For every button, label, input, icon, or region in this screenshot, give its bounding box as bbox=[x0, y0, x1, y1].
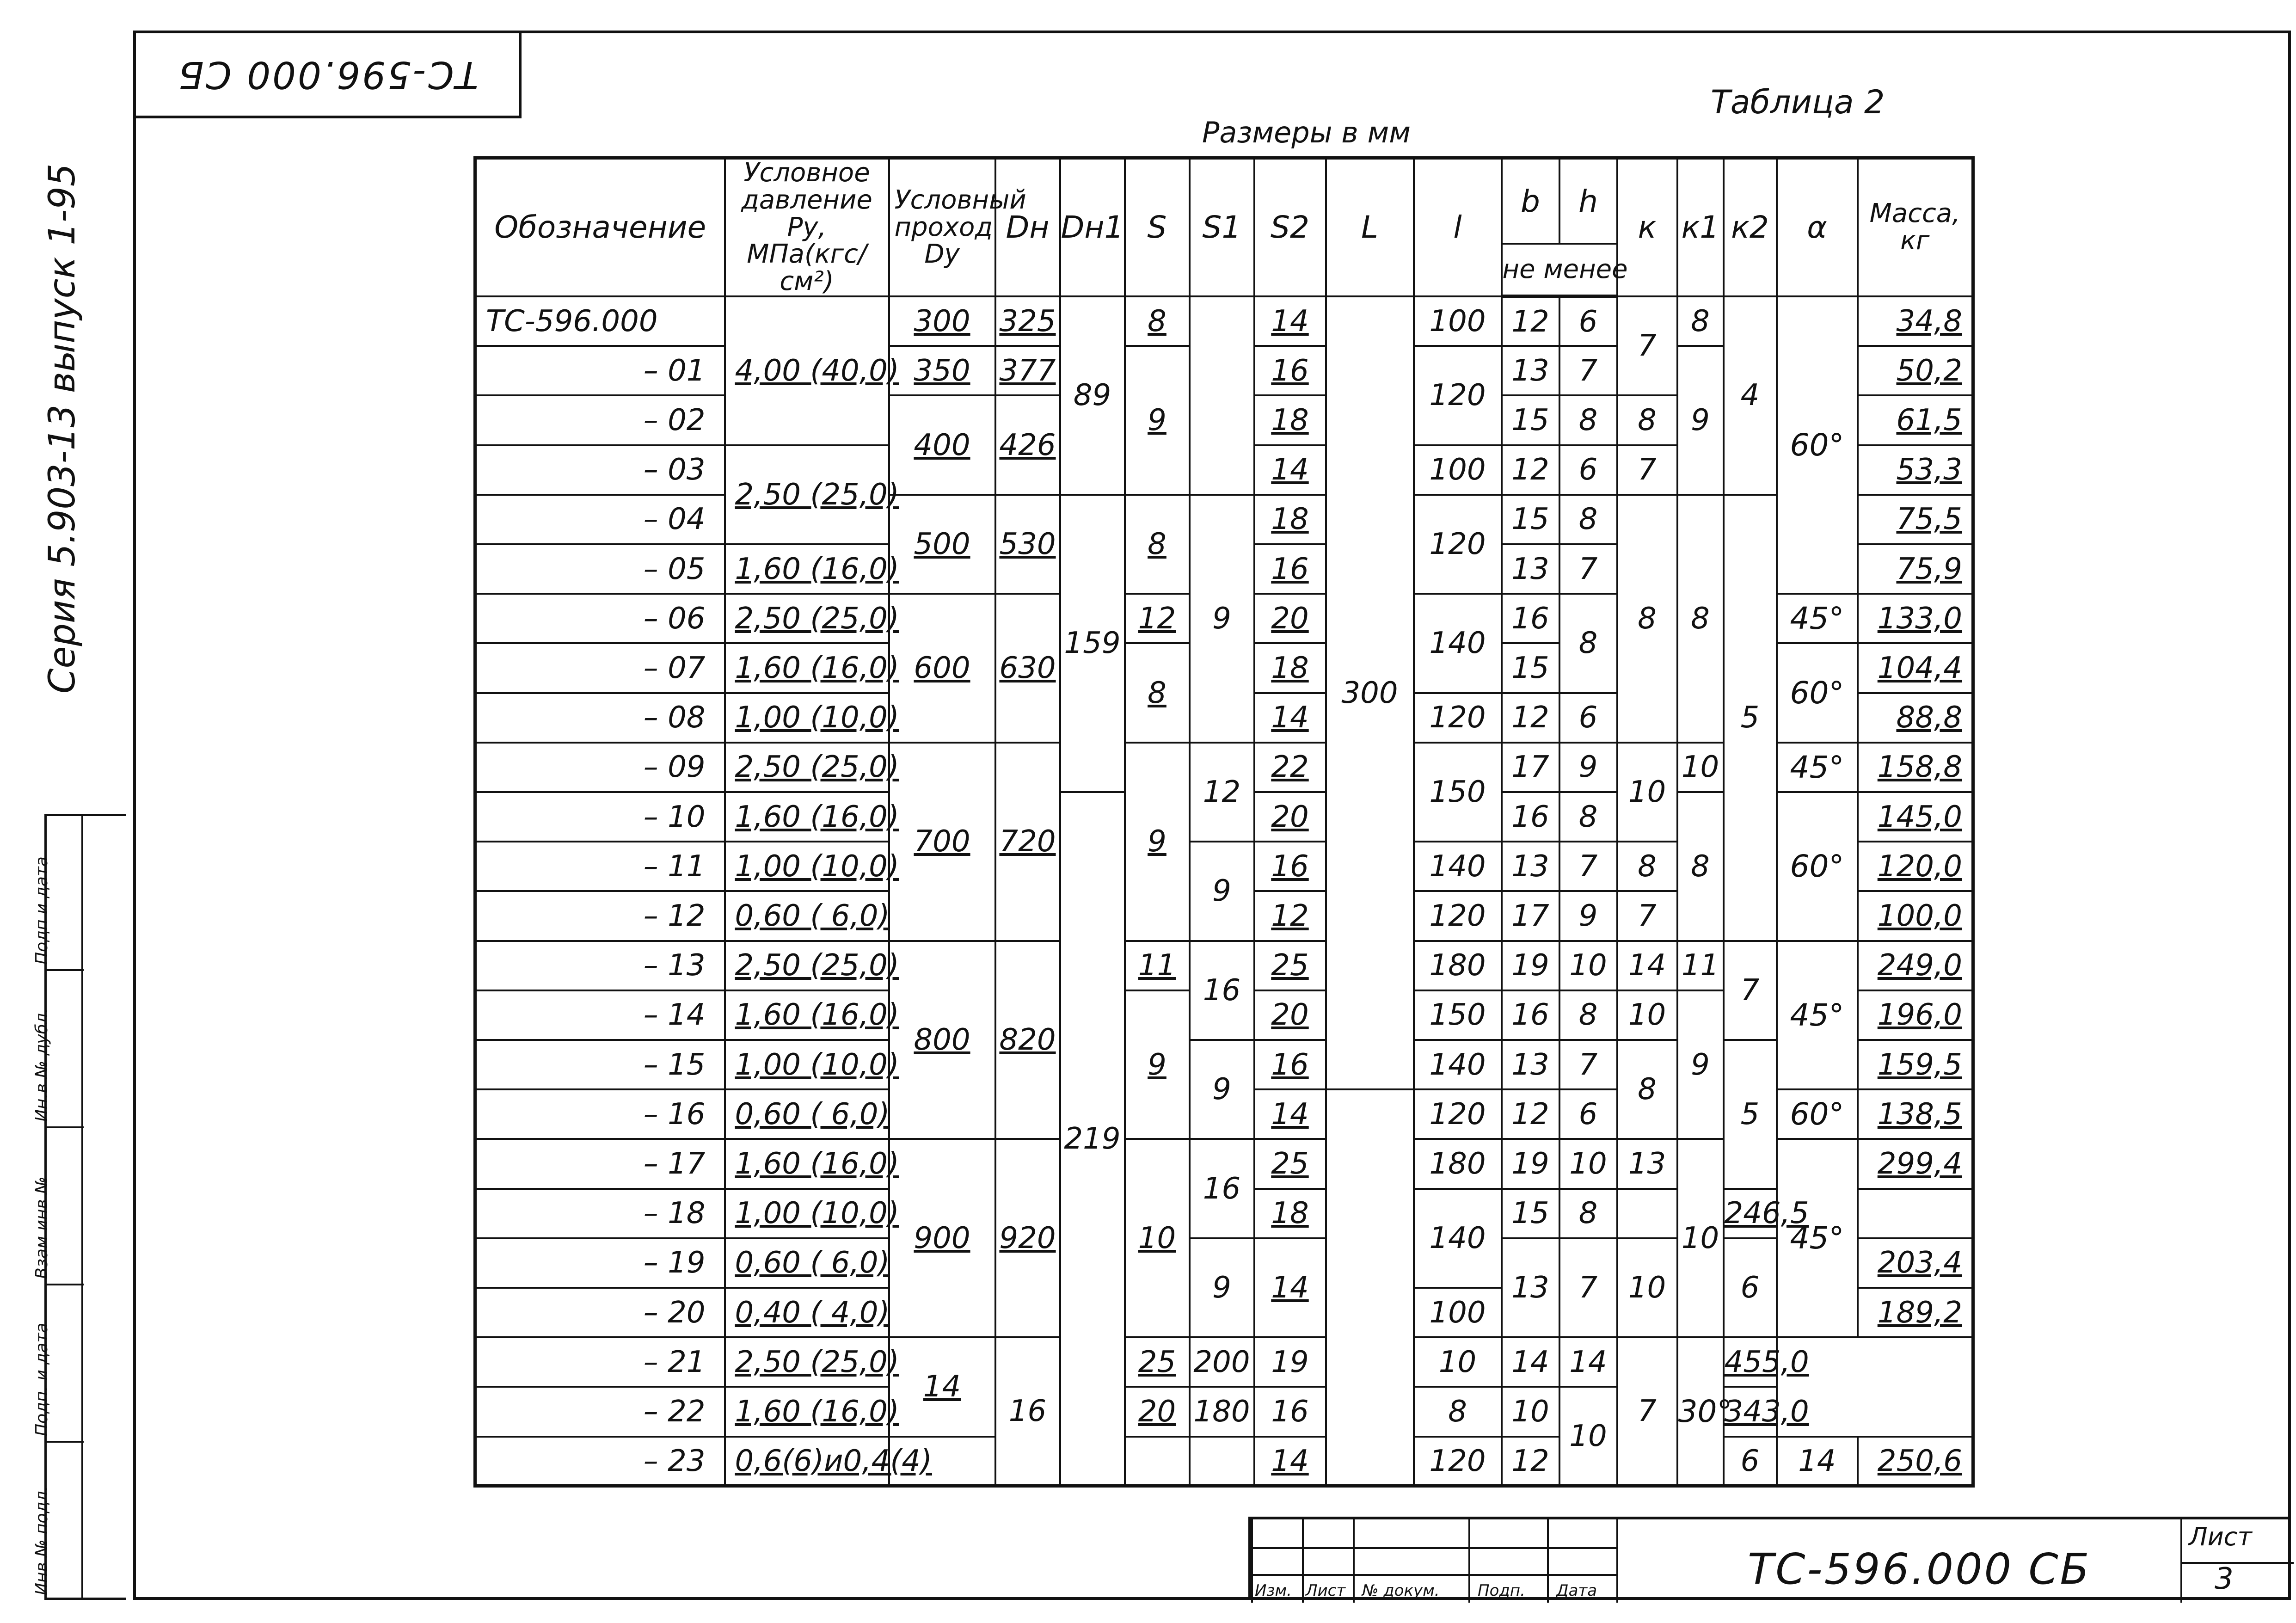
table-row bbox=[475, 1437, 1973, 1486]
cell-s1: 9 bbox=[1190, 842, 1254, 941]
cell-mass: 249,0 bbox=[1858, 941, 1973, 990]
cell-l: 100 bbox=[1414, 296, 1502, 346]
cell-b: 12 bbox=[1502, 1437, 1559, 1486]
table-title: Таблица 2 bbox=[1711, 83, 1885, 121]
header-L: L bbox=[1326, 158, 1414, 296]
cell-mass: 50,2 bbox=[1858, 346, 1973, 395]
cell-h: 10 bbox=[1559, 941, 1617, 990]
header-mass: Масса, кг bbox=[1858, 158, 1973, 296]
cell-b: 13 bbox=[1502, 1238, 1559, 1337]
side-cell-replace-inv: Взам инв № bbox=[47, 1128, 84, 1285]
table-row bbox=[475, 1238, 1973, 1288]
dimensions-caption: Размеры в мм bbox=[1202, 116, 1411, 149]
cell-mass: 455,0 bbox=[1724, 1337, 1777, 1387]
table-row bbox=[475, 296, 1973, 346]
cell-dn: 720 bbox=[995, 743, 1060, 941]
cell-k1: 9 bbox=[1677, 346, 1724, 495]
cell-mass: 196,0 bbox=[1858, 990, 1973, 1040]
cell-k2: 5 bbox=[1724, 495, 1777, 941]
cell-k: 7 bbox=[1617, 296, 1677, 395]
side-cell-dup-inv: Ин.в № дубл. bbox=[47, 971, 84, 1128]
cell-l: 140 bbox=[1414, 594, 1502, 693]
cell-h: 8 bbox=[1414, 1387, 1502, 1436]
cell-h: 6 bbox=[1559, 445, 1617, 495]
header-k1: к1 bbox=[1677, 158, 1724, 296]
cell-k1: 10 bbox=[1677, 1139, 1724, 1337]
cell-mass: 189,2 bbox=[1858, 1288, 1973, 1337]
cell-l: 100 bbox=[1414, 445, 1502, 495]
cell-mass: 246,5 bbox=[1724, 1189, 1777, 1238]
cell-designation: – 03 bbox=[475, 445, 725, 495]
cell-dy: 500 bbox=[889, 495, 995, 594]
cell-dn1: 219 bbox=[1060, 792, 1125, 1486]
cell-b: 16 bbox=[1254, 1387, 1326, 1436]
cell-mass: 34,8 bbox=[1858, 296, 1973, 346]
cell-h: 6 bbox=[1559, 1089, 1617, 1139]
cell-s: 9 bbox=[1125, 990, 1190, 1139]
cell-dy: 700 bbox=[889, 743, 995, 941]
cell-h: 7 bbox=[1559, 1040, 1617, 1089]
cell-designation: – 15 bbox=[475, 1040, 725, 1089]
cell-mass: 88,8 bbox=[1858, 693, 1973, 743]
cell-h: 9 bbox=[1559, 891, 1617, 941]
cell-h: 7 bbox=[1559, 346, 1617, 395]
cell-dn1: 159 bbox=[1060, 495, 1125, 792]
cell-k1: 8 bbox=[1677, 792, 1724, 941]
cell-h: 6 bbox=[1559, 296, 1617, 346]
cell-h: 9 bbox=[1559, 743, 1617, 792]
cell-s2: 16 bbox=[1254, 544, 1326, 594]
cell-l: 200 bbox=[1190, 1337, 1254, 1387]
cell-k1: 8 bbox=[1677, 495, 1724, 743]
cell-designation: ТС-596.000 bbox=[475, 296, 725, 346]
cell-designation: – 20 bbox=[475, 1288, 725, 1337]
side-cell-inv-original: Инв № подл. bbox=[32, 1486, 51, 1595]
cell-s bbox=[1190, 1437, 1254, 1486]
header-l: l bbox=[1414, 158, 1502, 296]
table-row bbox=[475, 1040, 1973, 1089]
cell-l: 180 bbox=[1414, 941, 1502, 990]
cell-h: 8 bbox=[1559, 495, 1617, 544]
cell-designation: – 06 bbox=[475, 594, 725, 643]
cell-l: 140 bbox=[1414, 1040, 1502, 1089]
side-cell-sign-date-2: Подп и дата bbox=[47, 814, 84, 971]
cell-pressure: 0,60 ( 6,0) bbox=[725, 1238, 889, 1288]
cell-b: 16 bbox=[1502, 594, 1559, 643]
cell-s: 9 bbox=[1125, 346, 1190, 495]
cell-k: 10 bbox=[1617, 990, 1677, 1040]
cell-pressure: 1,60 (16,0) bbox=[725, 643, 889, 693]
cell-h: 6 bbox=[1724, 1437, 1777, 1486]
cell-alpha: 60° bbox=[1777, 296, 1858, 594]
cell-l: 120 bbox=[1414, 891, 1502, 941]
cell-dy: 350 bbox=[889, 346, 995, 395]
cell-s2: 18 bbox=[1254, 495, 1326, 544]
series-label: Серия 5.903-13 выпуск 1-95 bbox=[42, 163, 83, 694]
sheet-label: Лист bbox=[2189, 1522, 2252, 1551]
document-code: ТС-596.000 СБ bbox=[1748, 1544, 2091, 1594]
cell-pressure: 0,40 ( 4,0) bbox=[725, 1288, 889, 1337]
cell-h: 8 bbox=[1559, 594, 1617, 693]
cell-mass: 138,5 bbox=[1858, 1089, 1973, 1139]
header-b: b bbox=[1502, 158, 1559, 244]
cell-k1: 8 bbox=[1677, 296, 1724, 346]
cell-designation: – 19 bbox=[475, 1238, 725, 1288]
cell-l: 120 bbox=[1414, 1089, 1502, 1139]
cell-k: 14 bbox=[1777, 1437, 1858, 1486]
cell-mass: 75,9 bbox=[1858, 544, 1973, 594]
cell-alpha: 45° bbox=[1777, 594, 1858, 643]
table-row bbox=[475, 495, 1973, 544]
cell-s: 10 bbox=[1125, 1139, 1190, 1337]
cell-s2: 25 bbox=[1125, 1337, 1190, 1387]
cell-b: 12 bbox=[1502, 693, 1559, 743]
cell-b: 15 bbox=[1502, 495, 1559, 544]
cell-k1: 10 bbox=[1559, 1387, 1617, 1486]
cell-k: 8 bbox=[1617, 395, 1677, 445]
cell-l: 120 bbox=[1414, 1437, 1502, 1486]
table-row bbox=[475, 1337, 1973, 1387]
cell-s: 11 bbox=[1125, 941, 1190, 990]
table-body bbox=[475, 296, 1973, 1486]
cell-l: 100 bbox=[1414, 1288, 1502, 1337]
cell-designation: – 18 bbox=[475, 1189, 725, 1238]
cell-dn: 530 bbox=[995, 495, 1060, 594]
top-left-stamp-text: ТС-596.000 СБ bbox=[176, 53, 479, 96]
tb-col-sign: Подп. bbox=[1478, 1581, 1525, 1600]
cell-dy: 400 bbox=[889, 395, 995, 494]
cell-dy: 800 bbox=[889, 941, 995, 1139]
cell-mass: 61,5 bbox=[1858, 395, 1973, 445]
cell-pressure: 2,50 (25,0) bbox=[725, 445, 889, 544]
cell-b: 13 bbox=[1502, 544, 1559, 594]
cell-pressure: 1,60 (16,0) bbox=[725, 1139, 889, 1188]
cell-designation: – 13 bbox=[475, 941, 725, 990]
cell-s2: 20 bbox=[1254, 792, 1326, 842]
cell-k: 13 bbox=[1617, 1139, 1677, 1188]
cell-designation: – 07 bbox=[475, 643, 725, 693]
cell-designation: – 08 bbox=[475, 693, 725, 743]
cell-k2: 5 bbox=[1724, 1040, 1777, 1189]
cell-b: 16 bbox=[1502, 792, 1559, 842]
cell-mass: 203,4 bbox=[1858, 1238, 1973, 1288]
cell-k: 7 bbox=[1617, 445, 1677, 495]
cell-s1: 9 bbox=[1190, 1040, 1254, 1139]
dimensions-table bbox=[473, 156, 1975, 1488]
tb-col-doc: № докум. bbox=[1362, 1581, 1440, 1600]
cell-alpha: 60° bbox=[1777, 792, 1858, 941]
cell-k bbox=[1617, 1189, 1677, 1238]
cell-l: 120 bbox=[1414, 346, 1502, 445]
header-alpha: α bbox=[1777, 158, 1858, 296]
cell-k: 14 bbox=[1617, 941, 1677, 990]
cell-mass: 104,4 bbox=[1858, 643, 1973, 693]
cell-s2: 12 bbox=[1254, 891, 1326, 941]
cell-s2: 14 bbox=[1254, 1089, 1326, 1139]
cell-dn bbox=[1125, 1437, 1190, 1486]
cell-designation: – 10 bbox=[475, 792, 725, 842]
cell-s2: 20 bbox=[1254, 990, 1326, 1040]
cell-alpha: 60° bbox=[1777, 1089, 1858, 1139]
cell-h: 8 bbox=[1559, 792, 1617, 842]
cell-s2: 18 bbox=[1254, 1189, 1326, 1238]
cell-dn: 920 bbox=[995, 1139, 1060, 1337]
cell-b: 15 bbox=[1502, 1189, 1559, 1238]
cell-s1: 12 bbox=[1190, 743, 1254, 842]
cell-s1: 9 bbox=[1190, 1238, 1254, 1337]
cell-mass: 75,5 bbox=[1858, 495, 1973, 544]
cell-pressure: 1,60 (16,0) bbox=[725, 792, 889, 842]
side-cell-sign-date: Подп. и дата bbox=[47, 1285, 84, 1443]
cell-h: 10 bbox=[1414, 1337, 1502, 1387]
cell-k1: 9 bbox=[1677, 990, 1724, 1139]
cell-pressure: 1,60 (16,0) bbox=[725, 1387, 889, 1436]
cell-mass: 343,0 bbox=[1724, 1387, 1777, 1436]
cell-pressure: 1,60 (16,0) bbox=[725, 544, 889, 594]
table-row bbox=[475, 1387, 1973, 1436]
cell-h: 7 bbox=[1559, 1238, 1617, 1337]
cell-b: 13 bbox=[1502, 842, 1559, 891]
cell-s2: 14 bbox=[1254, 296, 1326, 346]
cell-s: 8 bbox=[1125, 296, 1190, 346]
cell-l: 120 bbox=[1414, 693, 1502, 743]
cell-s2: 16 bbox=[1254, 1040, 1326, 1089]
cell-designation: – 01 bbox=[475, 346, 725, 395]
cell-s: 12 bbox=[1125, 594, 1190, 643]
cell-b: 19 bbox=[1502, 941, 1559, 990]
cell-mass: 159,5 bbox=[1858, 1040, 1973, 1089]
cell-b: 17 bbox=[1502, 743, 1559, 792]
cell-s1: 16 bbox=[1190, 941, 1254, 1040]
cell-L bbox=[1326, 1089, 1414, 1486]
cell-designation: – 09 bbox=[475, 743, 725, 792]
cell-h: 6 bbox=[1559, 693, 1617, 743]
cell-s1: 16 bbox=[1190, 1139, 1254, 1238]
header-designation: Обозначение bbox=[475, 158, 725, 296]
cell-h: 7 bbox=[1559, 544, 1617, 594]
cell-alpha: 45° bbox=[1777, 941, 1858, 1090]
side-stamp-column bbox=[32, 814, 133, 1600]
cell-designation: – 21 bbox=[475, 1337, 725, 1387]
cell-pressure: 0,60 ( 6,0) bbox=[725, 891, 889, 941]
cell-b: 13 bbox=[1502, 1040, 1559, 1089]
cell-b: 12 bbox=[1502, 445, 1559, 495]
header-dn1: Dн1 bbox=[1060, 158, 1125, 296]
cell-s2: 14 bbox=[1254, 693, 1326, 743]
cell-pressure: 1,00 (10,0) bbox=[725, 842, 889, 891]
cell-s2: 16 bbox=[1254, 346, 1326, 395]
cell-k: 8 bbox=[1617, 1040, 1677, 1139]
cell-s2: 20 bbox=[1254, 594, 1326, 643]
header-h: h bbox=[1559, 158, 1617, 244]
header-passage: Условный проход Dy bbox=[889, 158, 995, 296]
cell-mass: 145,0 bbox=[1858, 792, 1973, 842]
cell-dn: 820 bbox=[995, 941, 1060, 1139]
cell-pressure: 0,6(6)и0,4(4) bbox=[725, 1437, 889, 1486]
cell-s2: 14 bbox=[1254, 1437, 1326, 1486]
cell-dn: 325 bbox=[995, 296, 1060, 346]
cell-s: 9 bbox=[1125, 743, 1190, 941]
cell-s2: 18 bbox=[1254, 395, 1326, 445]
cell-designation: – 02 bbox=[475, 395, 725, 445]
cell-s2: 25 bbox=[1254, 1139, 1326, 1188]
cell-k: 10 bbox=[1617, 743, 1677, 842]
cell-s1: 16 bbox=[995, 1337, 1060, 1486]
cell-s2: 18 bbox=[1254, 643, 1326, 693]
cell-designation: – 11 bbox=[475, 842, 725, 891]
cell-pressure: 1,00 (10,0) bbox=[725, 1040, 889, 1089]
cell-l: 140 bbox=[1414, 842, 1502, 891]
cell-b: 15 bbox=[1502, 643, 1559, 693]
cell-k2: 6 bbox=[1724, 1238, 1777, 1337]
cell-alpha: 45° bbox=[1777, 1139, 1858, 1337]
cell-s2: 14 bbox=[1254, 1238, 1326, 1337]
cell-s: 8 bbox=[1125, 643, 1190, 742]
cell-dn: 630 bbox=[995, 594, 1060, 743]
top-left-stamp bbox=[133, 31, 522, 118]
cell-mass: 100,0 bbox=[1858, 891, 1973, 941]
cell-designation: – 05 bbox=[475, 544, 725, 594]
header-s2: S2 bbox=[1254, 158, 1326, 296]
cell-pressure: 2,50 (25,0) bbox=[725, 743, 889, 792]
cell-s: 14 bbox=[889, 1337, 995, 1436]
cell-pressure: 2,50 (25,0) bbox=[725, 594, 889, 643]
sheet-number: 3 bbox=[2215, 1562, 2234, 1596]
cell-l: 180 bbox=[1190, 1387, 1254, 1436]
cell-dn: 377 bbox=[995, 346, 1060, 395]
cell-s1: 9 bbox=[1190, 495, 1254, 743]
cell-k1: 14 bbox=[1559, 1337, 1617, 1387]
cell-designation: – 12 bbox=[475, 891, 725, 941]
cell-b: 16 bbox=[1502, 990, 1559, 1040]
cell-pressure: 2,50 (25,0) bbox=[725, 941, 889, 990]
header-k: к bbox=[1617, 158, 1677, 296]
cell-b: 13 bbox=[1502, 346, 1559, 395]
cell-dy: 900 bbox=[889, 1139, 995, 1337]
cell-pressure: 4,00 (40,0) bbox=[725, 296, 889, 445]
tb-col-sheet: Лист bbox=[1306, 1581, 1346, 1600]
cell-dn1: 89 bbox=[1060, 296, 1125, 495]
header-pressure: Условное давление Ру, МПа(кгс/см²) bbox=[725, 158, 889, 296]
cell-mass: 158,8 bbox=[1858, 743, 1973, 792]
cell-l: 140 bbox=[1414, 1189, 1502, 1288]
cell-s1 bbox=[1190, 296, 1254, 495]
cell-b: 12 bbox=[1502, 296, 1559, 346]
cell-k: 14 bbox=[1502, 1337, 1559, 1387]
cell-pressure: 0,60 ( 6,0) bbox=[725, 1089, 889, 1139]
header-s: S bbox=[1125, 158, 1190, 296]
cell-l: 150 bbox=[1414, 990, 1502, 1040]
cell-h: 10 bbox=[1559, 1139, 1617, 1188]
cell-h: 8 bbox=[1559, 990, 1617, 1040]
cell-s2: 20 bbox=[1125, 1387, 1190, 1436]
cell-s2: 25 bbox=[1254, 941, 1326, 990]
table-row bbox=[475, 941, 1973, 990]
cell-k: 8 bbox=[1617, 842, 1677, 891]
cell-designation: – 23 bbox=[475, 1437, 725, 1486]
cell-b: 12 bbox=[1502, 1089, 1559, 1139]
cell-pressure: 1,00 (10,0) bbox=[725, 693, 889, 743]
cell-designation: – 17 bbox=[475, 1139, 725, 1188]
cell-dy: 600 bbox=[889, 594, 995, 743]
cell-alpha: 60° bbox=[1777, 643, 1858, 742]
cell-k: 10 bbox=[1617, 1238, 1677, 1337]
cell-k1: 10 bbox=[1677, 743, 1724, 792]
cell-h: 8 bbox=[1559, 1189, 1617, 1238]
cell-b: 19 bbox=[1502, 1139, 1559, 1188]
header-k2: к2 bbox=[1724, 158, 1777, 296]
cell-s2: 16 bbox=[1254, 842, 1326, 891]
cell-dn: 426 bbox=[995, 395, 1060, 494]
cell-designation: – 04 bbox=[475, 495, 725, 544]
cell-s2: 14 bbox=[1254, 445, 1326, 495]
cell-alpha: 45° bbox=[1777, 743, 1858, 792]
cell-k: 10 bbox=[1502, 1387, 1559, 1436]
cell-h: 8 bbox=[1559, 395, 1617, 445]
cell-l: 120 bbox=[1414, 495, 1502, 594]
cell-mass: 299,4 bbox=[1858, 1139, 1973, 1188]
cell-b: 19 bbox=[1254, 1337, 1326, 1387]
cell-b: 15 bbox=[1502, 395, 1559, 445]
cell-k: 7 bbox=[1617, 891, 1677, 941]
cell-designation: – 16 bbox=[475, 1089, 725, 1139]
tb-col-date: Дата bbox=[1556, 1581, 1597, 1600]
cell-l: 180 bbox=[1414, 1139, 1502, 1188]
cell-mass: 250,6 bbox=[1858, 1437, 1973, 1486]
cell-L: 300 bbox=[1326, 296, 1414, 1089]
cell-k1: 11 bbox=[1677, 941, 1724, 990]
cell-s2: 22 bbox=[1254, 743, 1326, 792]
cell-k2: 7 bbox=[1617, 1337, 1677, 1486]
cell-h: 7 bbox=[1559, 842, 1617, 891]
cell-pressure: 1,60 (16,0) bbox=[725, 990, 889, 1040]
cell-dy: 300 bbox=[889, 296, 995, 346]
cell-designation: – 14 bbox=[475, 990, 725, 1040]
cell-alpha: 30° bbox=[1677, 1337, 1724, 1486]
cell-s: 8 bbox=[1125, 495, 1190, 594]
cell-mass: 120,0 bbox=[1858, 842, 1973, 891]
cell-pressure: 1,00 (10,0) bbox=[725, 1189, 889, 1238]
cell-designation: – 22 bbox=[475, 1387, 725, 1436]
cell-k: 8 bbox=[1617, 495, 1677, 743]
cell-pressure: 2,50 (25,0) bbox=[725, 1337, 889, 1387]
header-s1: S1 bbox=[1190, 158, 1254, 296]
cell-k2: 7 bbox=[1724, 941, 1777, 1040]
cell-l: 150 bbox=[1414, 743, 1502, 842]
cell-mass: 53,3 bbox=[1858, 445, 1973, 495]
header-dn: Dн bbox=[995, 158, 1060, 296]
cell-mass: 133,0 bbox=[1858, 594, 1973, 643]
header-min-note: не менее bbox=[1502, 244, 1617, 296]
tb-col-change: Изм. bbox=[1255, 1581, 1292, 1600]
cell-b: 17 bbox=[1502, 891, 1559, 941]
cell-k2: 4 bbox=[1724, 296, 1777, 495]
